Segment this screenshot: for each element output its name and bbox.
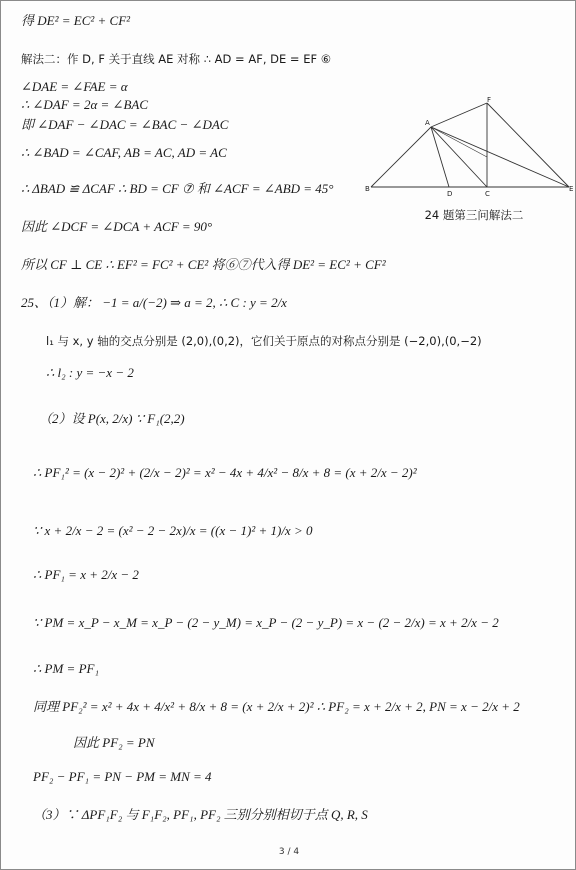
q25-part1: 25、（1）解： −1 = a/(−2) ⇒ a = 2, ∴ C : y = 2/x (21, 295, 287, 310)
text-line-6: ∴ ∠BAD = ∠CAF, AB = AC, AD = AC (21, 145, 227, 160)
pf1-squared-line: ∴ PF₁² = (x − 2)² + (2/x − 2)² = x² − 4x + 4/x² − 8/x + 8 = (x + 2/x − 2)² (33, 465, 417, 480)
text-line-9: 所以 CF ⊥ CE ∴ EF² = FC² + CE² 将⑥⑦代入得 DE² = EC² + CF² (21, 257, 386, 272)
line-ab (371, 127, 431, 187)
line-ae (431, 127, 569, 187)
pf2-equals-pn: 因此 PF₂ = PN (73, 735, 155, 750)
pf2-line: 同理 PF₂² = x² + 4x + 4/x² + 8/x + 8 = (x + 2/x + 2)² ∴ PF₂ = x + 2/x + 2, PN = x − 2/x + 2 (33, 699, 520, 714)
method-two-intro: 解法二：作 D, F 关于直线 AE 对称 ∴ AD = AF, DE = EF ⑥ (21, 52, 332, 66)
pm-line: ∵ PM = x_P − x_M = x_P − (2 − y_M) = x_P − (2 − y_P) = x − (2 − 2/x) = x + 2/x − 2 (33, 615, 499, 630)
text-line-7: ∴ ΔBAD ≌ ΔCAF ∴ BD = CF ⑦ 和 ∠ACF = ∠ABD = 45° (21, 181, 334, 196)
q25-intercepts: l₁ 与 x, y 轴的交点分别是 (2,0),(0,2)，它们关于原点的对称点分别是 (−2,0),(0,−2) (46, 334, 482, 348)
pm-equals-pf1: ∴ PM = PF₁ (33, 661, 99, 676)
text-line-3: ∠DAE = ∠FAE = α (21, 79, 128, 94)
point-b-label: B (365, 185, 370, 193)
line-af (431, 103, 487, 127)
q25-l2-equation: ∴ l₂ : y = −x − 2 (46, 365, 134, 380)
line-ac (431, 127, 487, 187)
text-line-4: ∴ ∠DAF = 2α = ∠BAC (21, 97, 148, 112)
q25-part3: （3）∵ ΔPF₁F₂ 与 F₁F₂, PF₁, PF₂ 三别分别相切于点 Q, R, S (33, 807, 368, 822)
positivity-line: ∵ x + 2/x − 2 = (x² − 2 − 2x)/x = ((x − 1)² + 1)/x > 0 (33, 523, 313, 538)
q25-part2: （2）设 P(x, 2/x) ∵ F₁(2,2) (39, 411, 185, 426)
page-number: 3 / 4 (278, 847, 300, 857)
point-c-label: C (485, 190, 490, 198)
line-aux (431, 127, 487, 157)
text-line-1: 得 DE² = EC² + CF² (21, 13, 131, 28)
figure-caption: 24 题第三问解法二 (424, 208, 524, 222)
text-line-8: 因此 ∠DCF = ∠DCA + ACF = 90° (21, 219, 213, 234)
pf1-line: ∴ PF₁ = x + 2/x − 2 (33, 567, 139, 582)
point-a-label: A (425, 119, 430, 127)
line-fe (487, 103, 569, 187)
point-e-label: E (569, 185, 574, 193)
point-f-label: F (487, 97, 492, 104)
point-d-label: D (447, 190, 453, 198)
difference-line: PF₂ − PF₁ = PN − PM = MN = 4 (33, 769, 212, 784)
text-line-5: 即 ∠DAF − ∠DAC = ∠BAC − ∠DAC (21, 117, 229, 132)
